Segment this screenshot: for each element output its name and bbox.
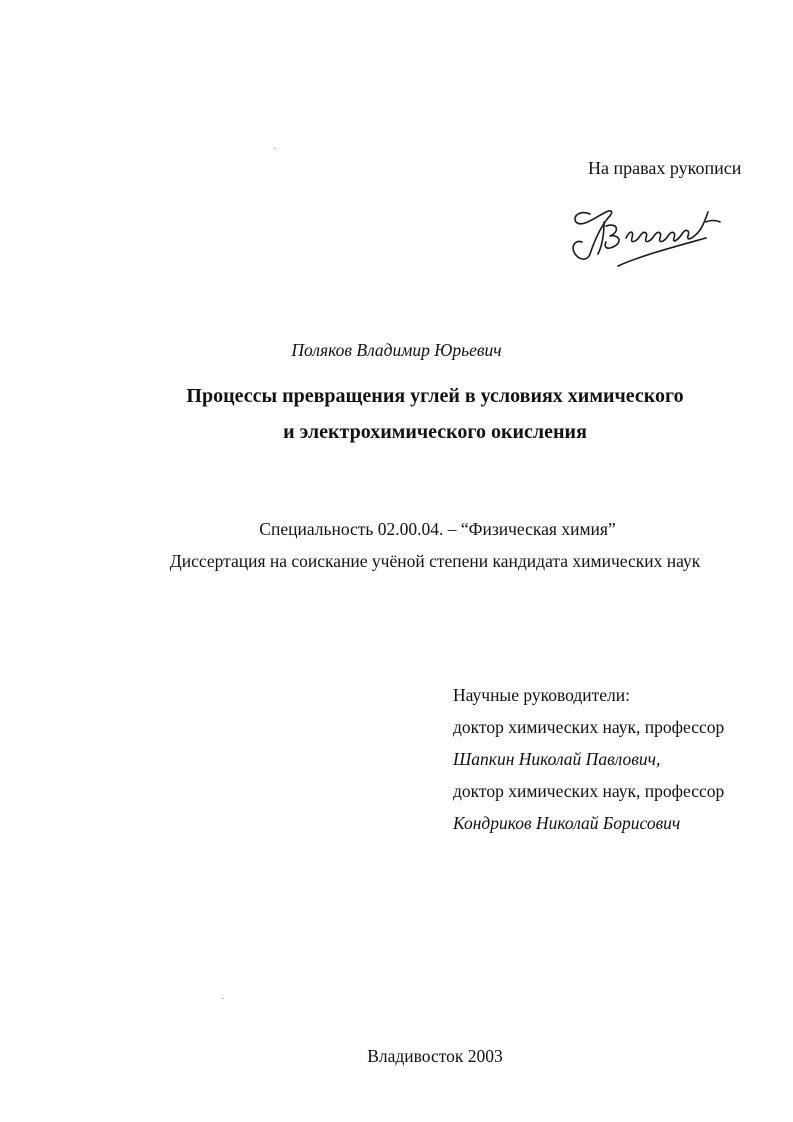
dissertation-title <box>0 378 793 450</box>
city-year: Владивосток 2003 <box>367 1046 503 1066</box>
rights-notice: На правах рукописи <box>588 158 742 178</box>
supervisors-heading: Научные руководители: <box>453 685 630 705</box>
supervisor-1-title: доктор химических наук, профессор <box>453 717 725 737</box>
supervisor-2-title: доктор химических наук, профессор <box>453 781 725 801</box>
degree-line: Диссертация на соискание учёной степени кандидата химических наук <box>169 551 701 571</box>
title-line-1: Процессы превращения углей в условиях химического <box>186 385 684 407</box>
supervisor-2-name: Кондриков Николай Борисович <box>453 813 681 833</box>
supervisors-block <box>453 679 724 839</box>
handwritten-signature <box>560 192 730 282</box>
title-line-2: и электрохимического окисления <box>283 421 587 443</box>
specialty-line: Специальность 02.00.04. – “Физическая химия” <box>259 519 616 539</box>
scan-speck <box>274 148 276 149</box>
supervisor-1-name: Шапкин Николай Павлович, <box>453 749 661 769</box>
author-name: Поляков Владимир Юрьевич <box>291 340 502 360</box>
scan-speck <box>222 998 224 999</box>
